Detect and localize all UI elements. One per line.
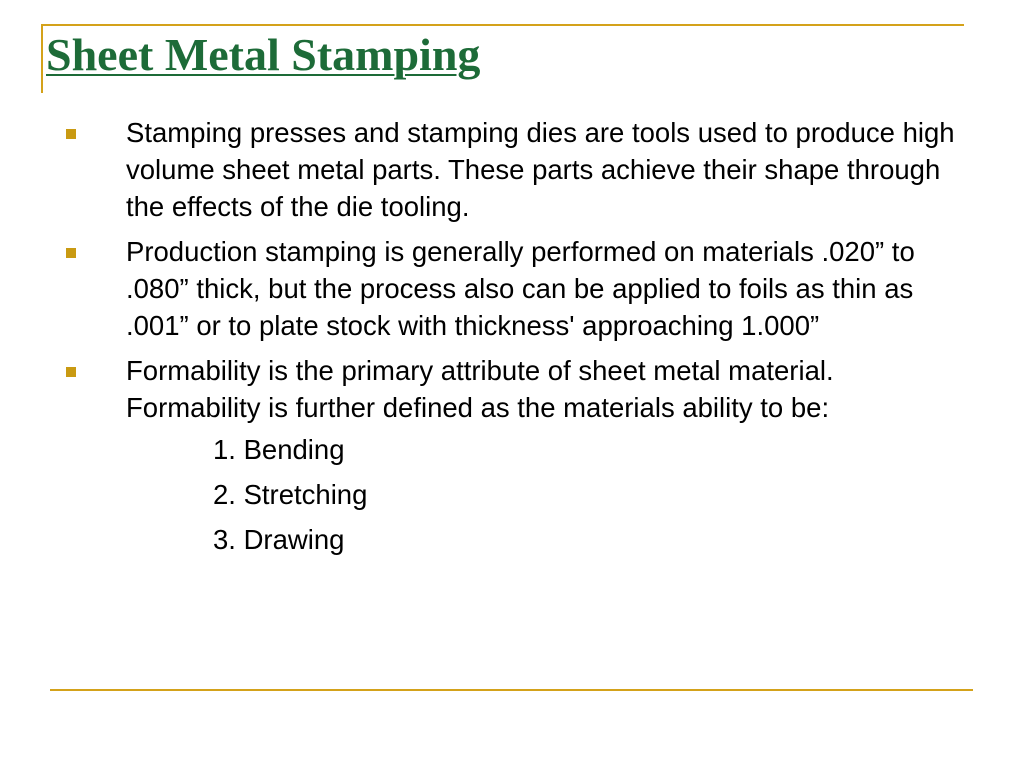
bullet-item-3 [62,352,962,558]
bullet-text: Stamping presses and stamping dies are tools used to produce high volume sheet metal parts. These parts achieve their shape through the effects of the die tooling. [126,117,955,222]
bottom-gold-rule [50,689,973,691]
square-bullet-icon [66,367,76,377]
sub-item-bending: 1. Bending [213,434,345,465]
formability-sub-list [126,431,962,558]
bullet-text: Production stamping is generally performed on materials .020” to .080” thick, but the process also can be applied to foils as thin as .001” or to plate stock with thickness' approaching 1.000” [126,236,915,341]
left-gold-rule [41,24,43,93]
bullet-text: Formability is the primary attribute of sheet metal material. Formability is further defined as the materials ability to be: [126,355,834,423]
square-bullet-icon [66,129,76,139]
slide-title: Sheet Metal Stamping [46,29,481,80]
bullet-item-1 [62,114,962,225]
sub-item-stretching: 2. Stretching [213,479,368,510]
sub-item-drawing: 3. Drawing [213,524,345,555]
bullet-item-2 [62,233,962,344]
square-bullet-icon [66,248,76,258]
bullet-list [62,114,962,566]
